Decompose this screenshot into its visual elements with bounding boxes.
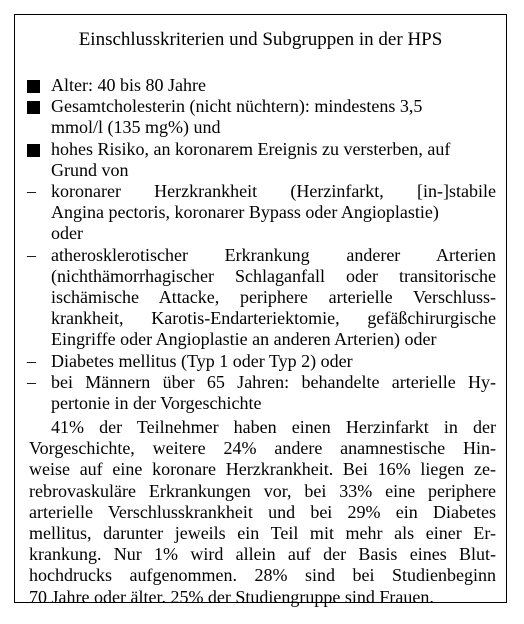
criterion-line: (nichthämorrhagischer Schlaganfall oder transitorische	[51, 265, 496, 286]
box-title: Einschlusskriterien und Subgruppen in der HPS	[78, 29, 443, 50]
criterion-line: ischämische Attacke, periphere arterielle Verschluss-	[51, 287, 496, 307]
paragraph-line: Vorgeschichte, weitere 24% andere anamnestische Hin-	[29, 438, 496, 459]
dash-bullet: –	[27, 350, 36, 371]
dash-bullet: –	[27, 181, 36, 201]
paragraph-line: weise auf eine koronare Herzkrankheit. Bei 16% liegen ze-	[29, 459, 496, 480]
criterion-line: Grund von	[51, 159, 129, 180]
criterion-line: oder	[51, 223, 83, 244]
paragraph-line: 41% der Teilnehmer haben einen Herzinfarkt in der	[51, 417, 496, 437]
paragraph-line: krankung. Nur 1% wird allein auf der Basis eines Blut-	[29, 544, 496, 565]
criterion-line: mmol/l (135 mg%) und	[51, 117, 221, 138]
criterion-line: krankheit, Karotis-Endarteriektomie, gefäßchirurgische	[51, 308, 496, 329]
criterion-line: pertonie in der Vorgeschichte	[51, 393, 262, 413]
paragraph-line: arterielle Verschlusskrankheit und bei 29% ein Diabetes	[29, 501, 496, 522]
criterion-line: atherosklerotischer Erkrankung anderer Arterien	[51, 244, 496, 265]
dash-bullet: –	[27, 371, 36, 392]
criterion-line: koronarer Herzkrankheit (Herzinfarkt, [in-]stabile	[51, 181, 496, 201]
paragraph-line: hochdrucks aufgenommen. 28% sind bei Studienbeginn	[29, 565, 496, 586]
square-bullet-icon	[27, 144, 40, 157]
criterion-line: Diabetes mellitus (Typ 1 oder Typ 2) oder	[51, 350, 353, 371]
criterion-line: hohes Risiko, an koronarem Ereignis zu versterben, auf	[51, 138, 451, 159]
square-bullet-icon	[27, 80, 40, 93]
square-bullet-icon	[27, 101, 40, 114]
criterion-line: Gesamtcholesterin (nicht nüchtern): mindestens 3,5	[51, 96, 423, 117]
paragraph-line: mellitus, darunter jeweils ein Teil mit mehr als einer Er-	[29, 523, 496, 543]
criterion-line: bei Männern über 65 Jahren: behandelte arterielle Hy-	[51, 371, 496, 392]
paragraph-line: 70 Jahre oder älter. 25% der Studiengruppe sind Frauen.	[29, 586, 434, 607]
dash-bullet: –	[27, 244, 36, 265]
criterion-line: Eingriffe oder Angioplastie an anderen Arterien) oder	[51, 329, 437, 350]
criterion-line: Alter: 40 bis 80 Jahre	[51, 75, 206, 95]
paragraph-line: rebrovaskuläre Erkrankungen vor, bei 33% eine periphere	[29, 480, 496, 501]
criteria-box	[14, 14, 507, 607]
criterion-line: Angina pectoris, koronarer Bypass oder Angioplastie)	[51, 202, 439, 223]
